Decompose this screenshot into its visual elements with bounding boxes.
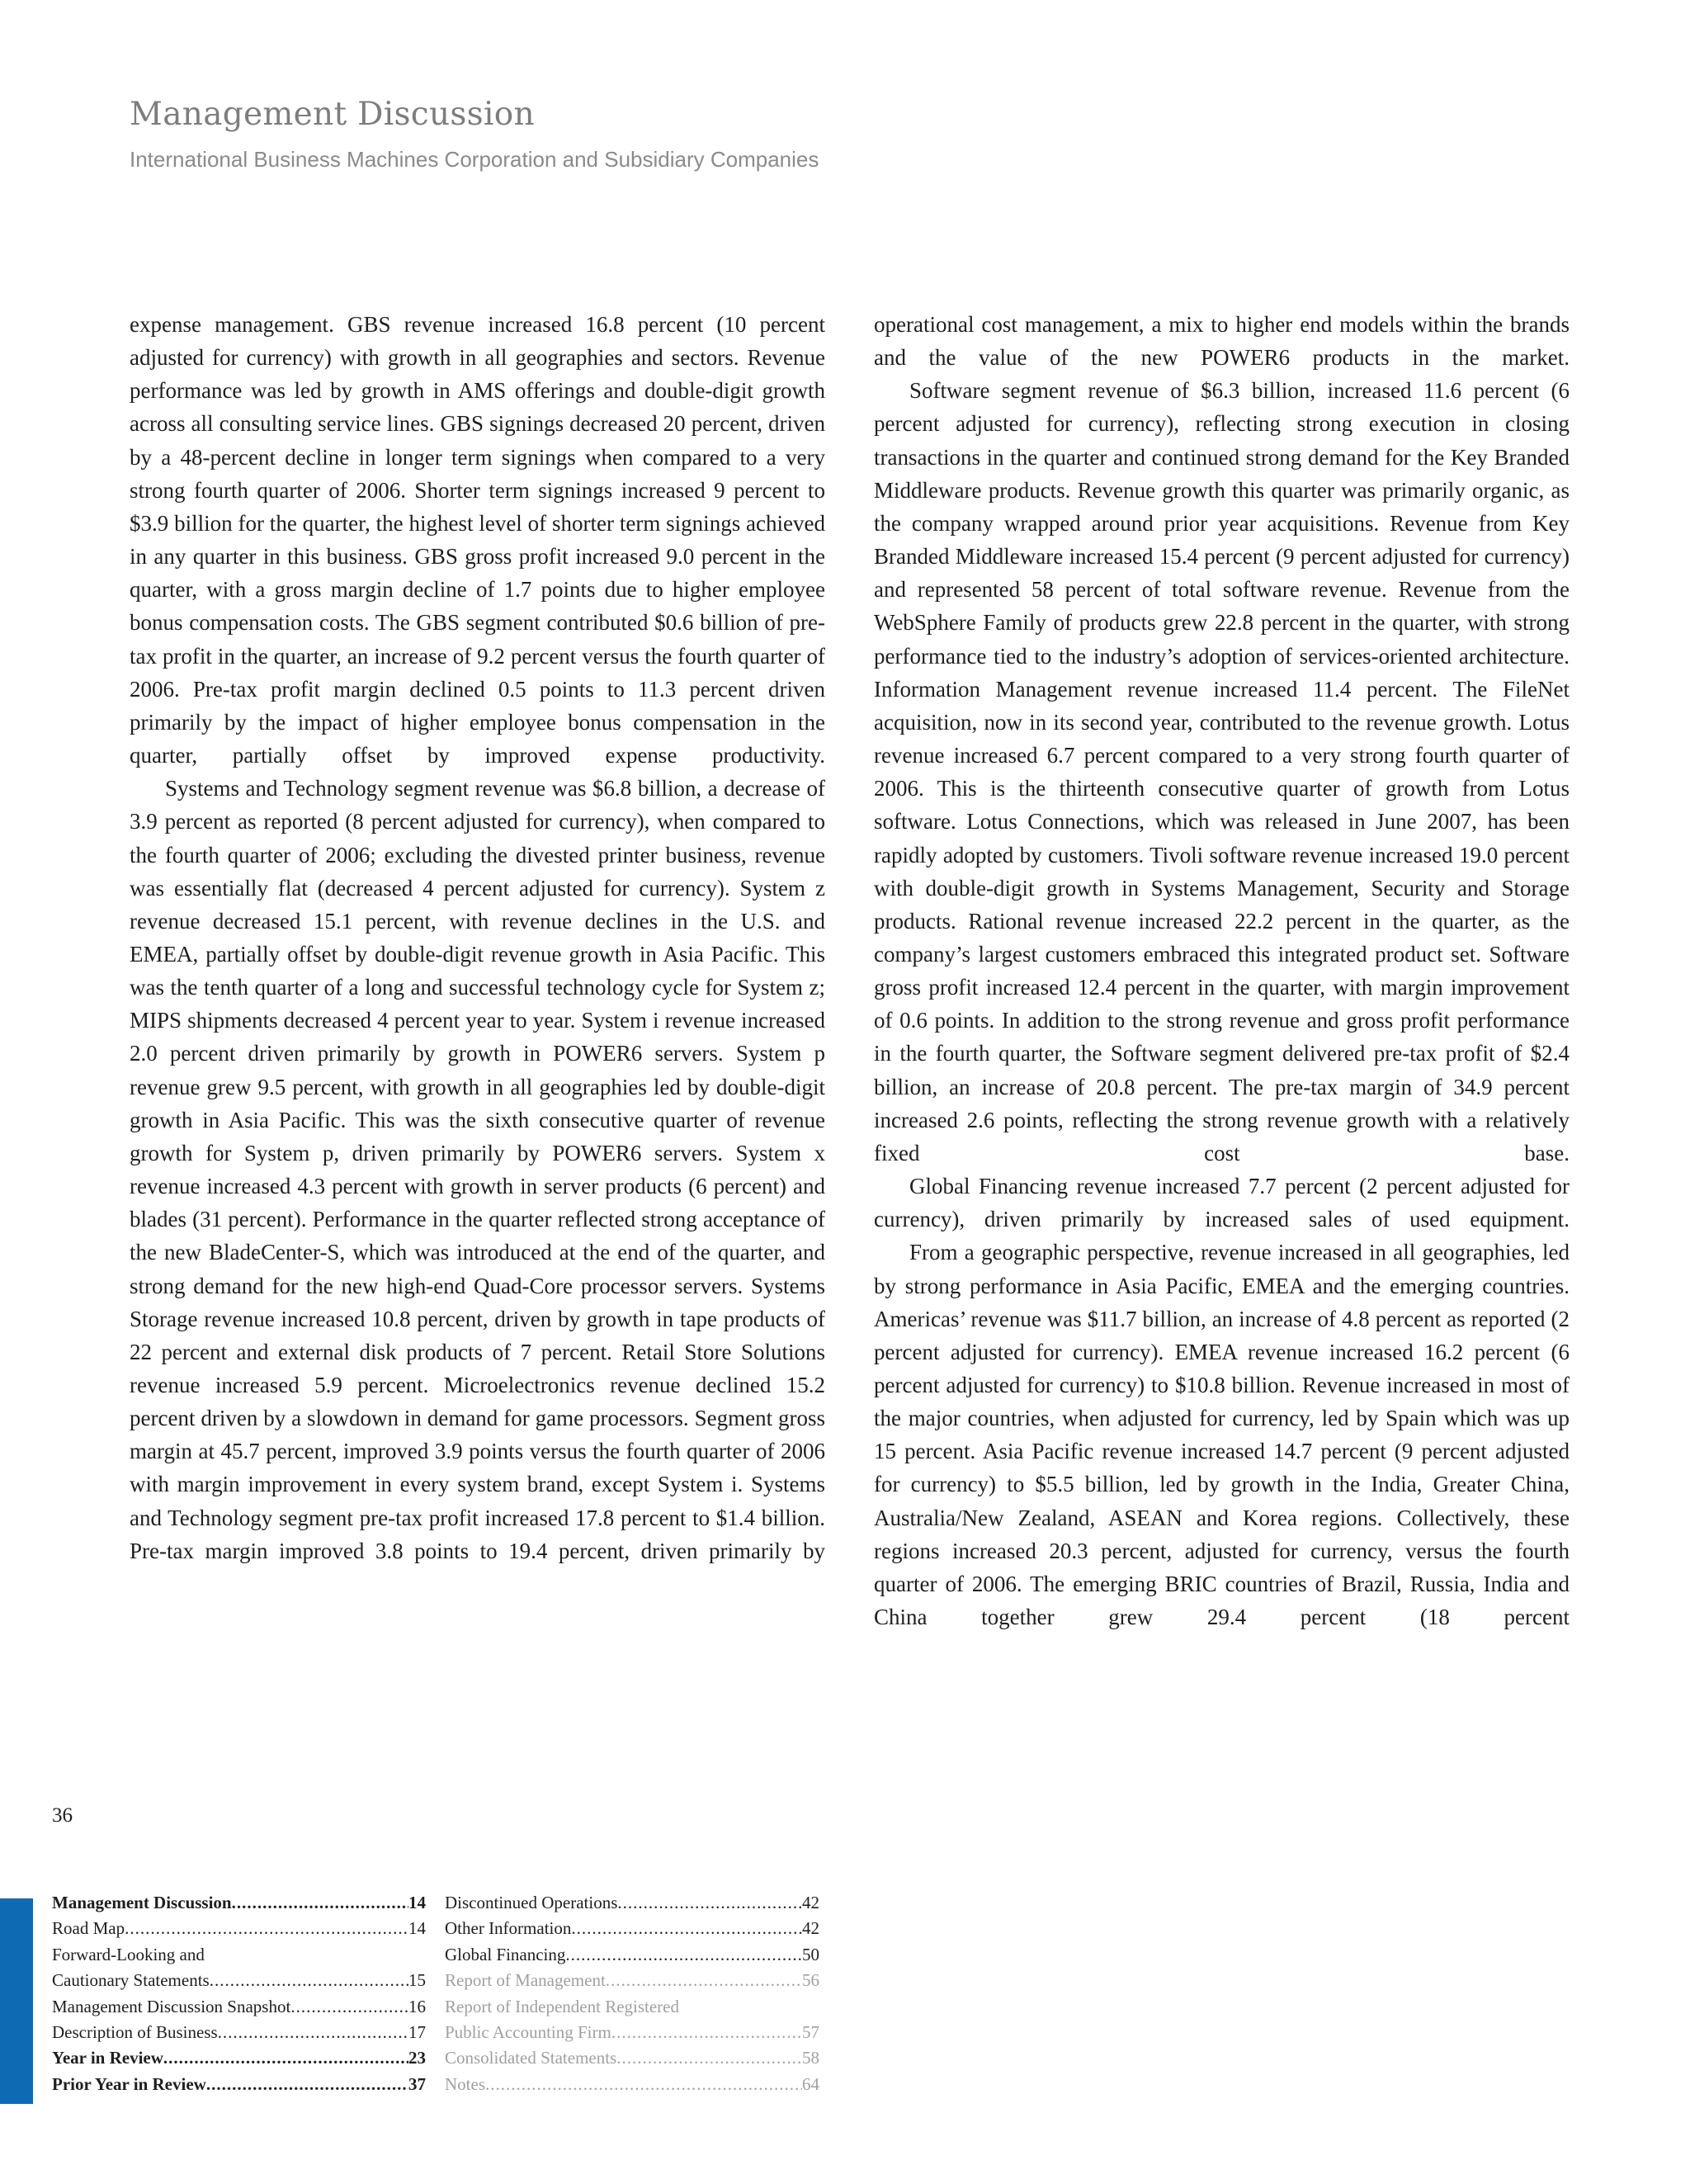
toc-leader-dots	[125, 1916, 408, 1941]
toc-item-page: 58	[802, 2048, 819, 2068]
left-paragraph-1: expense management. GBS revenue increased 16.8 percent (10 percent adjusted for currency) with growth in all geographies and sectors. Revenue performance was led by growth in AMS offerings and double-digit growth across all consulting service lines. GBS signings decreased 20 percent, driven by a 48-percent decline in longer term signings when compared to a very strong fourth quarter of 2006. Shorter term signings increased 9 percent to $3.9 billion for the quarter, the highest level of shorter term signings achieved in any quarter in this business. GBS gross profit increased 9.0 percent in the quarter, with a gross margin decline of 1.7 points due to higher employee bonus compensation costs. The GBS segment contributed $0.6 billion of pre-tax profit in the quarter, an increase of 9.2 percent versus the fourth quarter of 2006. Pre-tax profit margin declined 0.5 points to 11.3 percent driven primarily by the impact of higher employee bonus compensation in the quarter, partially offset by improved expense productivity.	[130, 312, 825, 768]
toc-item-label: Road Map	[52, 1918, 125, 1939]
toc-leader-dots	[210, 1968, 408, 1993]
toc-item-page: 64	[802, 2073, 819, 2094]
toc-item-page: 15	[408, 1970, 426, 1991]
toc-leader-dots	[571, 1916, 802, 1941]
left-column	[130, 308, 825, 1567]
toc-right-column	[445, 1890, 819, 2097]
toc-leader-dots	[218, 2020, 408, 2045]
toc-leader-dots	[617, 1890, 802, 1916]
toc-item-page: 50	[802, 1944, 819, 1964]
toc-leader-dots	[616, 2045, 802, 2071]
page-subtitle: International Business Machines Corporation and Subsidiary Companies	[130, 147, 819, 172]
toc-item-label: Other Information	[445, 1918, 572, 1939]
toc-item-page: 14	[408, 1893, 426, 1912]
right-paragraph-1: operational cost management, a mix to higher end models within the brands and the value of the new POWER6 products in the market.	[874, 312, 1570, 371]
toc-item-label: Prior Year in Review	[52, 2073, 206, 2094]
toc-item-page: 57	[802, 2022, 819, 2043]
toc-leader-dots	[206, 2072, 408, 2097]
toc-item[interactable]	[52, 1994, 426, 2020]
toc-item[interactable]	[52, 1890, 426, 1916]
left-paragraph-2: Systems and Technology segment revenue was $6.8 billion, a decrease of 3.9 percent as reported (8 percent adjusted for currency), when compared to the fourth quarter of 2006; excluding the divested printer business, revenue was essentially flat (decreased 4 percent adjusted for currency). System z revenue decreased 15.1 percent, with revenue declines in the U.S. and EMEA, partially offset by double-digit revenue growth in Asia Pacific. This was the tenth quarter of a long and successful technology cycle for System z; MIPS shipments decreased 4 percent year to year. System i revenue increased 2.0 percent driven primarily by growth in POWER6 servers. System p revenue grew 9.5 percent, with growth in all geographies led by double-digit growth in Asia Pacific. This was the sixth consecutive quarter of revenue growth for System p, driven primarily by POWER6 servers. System x revenue increased 4.3 percent with growth in server products (6 percent) and blades (31 percent). Performance in the quarter reflected strong acceptance of the new BladeCenter-S, which was introduced at the end of the quarter, and strong demand for the new high-end Quad-Core processor servers. Systems Storage revenue increased 10.8 percent, driven by growth in tape products of 22 percent and external disk products of 7 percent. Retail Store Solutions revenue increased 5.9 percent. Microelectronics revenue declined 15.2 percent driven by a slowdown in demand for game processors. Segment gross margin at 45.7 percent, improved 3.9 points versus the fourth quarter of 2006 with margin improvement in every system brand, except System i. Systems and Technology segment pre-tax profit increased 17.8 percent to $1.4 billion. Pre-tax margin improved 3.8 points to 19.4 percent, driven primarily by	[130, 776, 825, 1563]
toc-item-page: 14	[408, 1918, 426, 1939]
page-number: 36	[52, 1804, 73, 1827]
toc-item-page: 56	[802, 1970, 819, 1991]
toc-item[interactable]	[445, 1916, 819, 1941]
toc-item[interactable]	[445, 2045, 819, 2071]
toc-item[interactable]	[52, 2072, 426, 2097]
toc-item-label: Report of Independent Registered	[445, 1996, 679, 2016]
toc-item[interactable]	[52, 2020, 426, 2045]
toc-leader-dots	[485, 2072, 802, 2097]
toc-item-page: 23	[408, 2048, 426, 2068]
toc-item[interactable]	[52, 1942, 426, 1968]
toc-item-label: Notes	[445, 2073, 485, 2094]
toc-item-label: Management Discussion Snapshot	[52, 1996, 291, 2016]
toc-item-page: 17	[408, 2022, 426, 2043]
toc-item-label: Consolidated Statements	[445, 2048, 617, 2068]
toc-item-page: 42	[802, 1918, 819, 1939]
toc-item[interactable]	[445, 1942, 819, 1968]
toc-leader-dots	[163, 2045, 408, 2071]
toc-item-label: Global Financing	[445, 1944, 566, 1964]
toc-item[interactable]	[445, 1994, 819, 2020]
toc-leader-dots	[606, 1968, 802, 1993]
toc-item-page: 16	[408, 1996, 426, 2016]
page-title: Management Discussion	[130, 96, 535, 133]
toc-item-label: Cautionary Statements	[52, 1970, 210, 1991]
toc-item-label: Public Accounting Firm	[445, 2022, 611, 2043]
toc-item[interactable]	[445, 2072, 819, 2097]
toc-leader-dots	[565, 1942, 802, 1968]
toc-item-label: Report of Management	[445, 1970, 606, 1991]
toc-item-page: 42	[802, 1893, 819, 1912]
toc-item-label: Description of Business	[52, 2022, 218, 2043]
right-paragraph-4: From a geographic perspective, revenue increased in all geographies, led by strong performance in Asia Pacific, EMEA and the emerging countries. Americas’ revenue was $11.7 billion, an increase of 4.8 percent as reported (2 percent adjusted for currency). EMEA revenue increased 16.2 percent (6 percent adjusted for currency) to $10.8 billion. Revenue increased in most of the major countries, when adjusted for currency, led by Spain which was up 15 percent. Asia Pacific revenue increased 14.7 percent (9 percent adjusted for currency) to $5.5 billion, led by growth in the India, Greater China, Australia/New Zealand, ASEAN and Korea regions. Collectively, these regions increased 20.3 percent, adjusted for currency, versus the fourth quarter of 2006. The emerging BRIC countries of Brazil, Russia, India and China together grew 29.4 percent (18 percent	[874, 1240, 1570, 1630]
toc-leader-dots	[611, 2020, 802, 2045]
right-paragraph-2: Software segment revenue of $6.3 billion, increased 11.6 percent (6 percent adjusted for currency), reflecting strong execution in closing transactions in the quarter and continued strong demand for the Key Branded Middleware products. Revenue growth this quarter was primarily organic, as the company wrapped around prior year acquisitions. Revenue from Key Branded Middleware increased 15.4 percent (9 percent adjusted for currency) and represented 58 percent of total software revenue. Revenue from the WebSphere Family of products grew 22.8 percent in the quarter, with strong performance tied to the industry’s adoption of services-oriented architecture. Information Management revenue increased 11.4 percent. The FileNet acquisition, now in its second year, contributed to the revenue growth. Lotus revenue increased 6.7 percent compared to a very strong fourth quarter of 2006. This is the thirteenth consecutive quarter of growth from Lotus software. Lotus Connections, which was released in June 2007, has been rapidly adopted by customers. Tivoli software revenue increased 19.0 percent with double-digit growth in Systems Management, Security and Storage products. Rational revenue increased 22.2 percent in the quarter, as the company’s largest customers embraced this integrated product set. Software gross profit increased 12.4 percent in the quarter, with margin improvement of 0.6 points. In addition to the strong revenue and gross profit performance in the fourth quarter, the Software segment delivered pre-tax profit of $2.4 billion, an increase of 20.8 percent. The pre-tax margin of 34.9 percent increased 2.6 points, reflecting the strong revenue growth with a relatively fixed cost base.	[874, 378, 1570, 1165]
toc-leader-dots	[290, 1994, 408, 2020]
toc-leader-dots	[232, 1890, 408, 1916]
toc-item[interactable]	[52, 2045, 426, 2071]
toc-left-column	[52, 1890, 426, 2097]
section-accent-bar	[0, 1898, 33, 2104]
toc-item[interactable]	[445, 1968, 819, 1993]
right-column	[874, 308, 1570, 1633]
toc-item-label: Management Discussion	[52, 1893, 232, 1912]
toc-item-label: Year in Review	[52, 2048, 163, 2068]
toc-item[interactable]	[52, 1968, 426, 1993]
toc-item-page: 37	[408, 2073, 426, 2094]
toc-item[interactable]	[52, 1916, 426, 1941]
toc-item-label: Discontinued Operations	[445, 1893, 618, 1912]
right-paragraph-3: Global Financing revenue increased 7.7 percent (2 percent adjusted for currency), driven primarily by increased sales of used equipment.	[874, 1174, 1570, 1232]
toc-item-label: Forward-Looking and	[52, 1944, 205, 1964]
toc-item[interactable]	[445, 1890, 819, 1916]
toc-item[interactable]	[445, 2020, 819, 2045]
